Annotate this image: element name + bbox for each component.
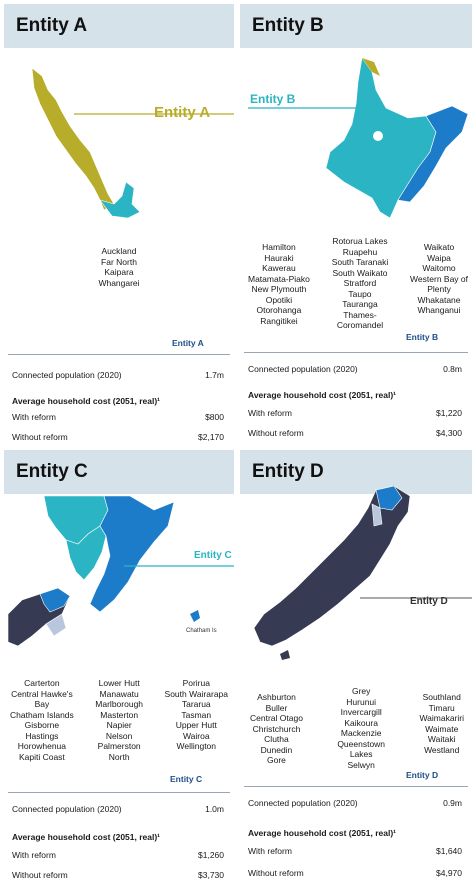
entity-c-council-list <box>10 678 228 762</box>
without-reform-value: $4,970 <box>436 868 462 878</box>
council-name: Tasman <box>181 709 212 720</box>
council-column <box>332 236 389 331</box>
council-name: Lower Hutt <box>98 678 140 688</box>
with-reform-row <box>248 846 462 856</box>
council-name: Whanganui <box>417 305 461 315</box>
council-name: Manawatu <box>99 688 139 699</box>
council-name: Matamata-Piako <box>248 273 310 284</box>
entity-d-title: Entity D <box>240 450 472 494</box>
cost-heading: Average household cost (2051, real)¹ <box>248 390 397 400</box>
council-name: South Waikato <box>332 267 388 278</box>
council-name: Rotorua Lakes <box>332 236 388 246</box>
council-name: Wairoa <box>182 730 210 741</box>
council-name: Southland <box>422 692 461 702</box>
council-name: Porirua <box>182 678 210 688</box>
connected-population-row <box>248 364 462 374</box>
entity-d-council-list <box>250 686 464 770</box>
cost-heading-row <box>248 390 462 400</box>
council-name: Chatham Islands <box>10 709 74 720</box>
cost-heading: Average household cost (2051, real)¹ <box>248 828 397 838</box>
with-reform-row <box>12 412 224 422</box>
council-name: Westland <box>424 744 460 755</box>
council-column <box>419 686 464 770</box>
council-name: Hurunui <box>346 696 377 707</box>
with-reform-label: With reform <box>248 846 292 856</box>
entity-a-map-label: Entity A <box>154 104 211 121</box>
council-name: Kapiti Coast <box>18 751 65 762</box>
council-name: Dunedin <box>260 744 293 755</box>
council-name: South Wairarapa <box>164 688 228 699</box>
divider <box>244 786 468 787</box>
council-column <box>250 686 303 770</box>
council-name: Invercargill <box>340 707 382 717</box>
with-reform-row <box>12 850 224 860</box>
council-name: Western Bay of <box>410 273 468 284</box>
council-column <box>98 246 139 288</box>
council-name: Palmerston <box>97 741 141 751</box>
connected-population-row <box>248 798 462 808</box>
council-name: Taupo <box>348 288 372 299</box>
without-reform-row <box>12 432 224 442</box>
council-name: Otorohanga <box>256 305 302 315</box>
cost-heading-row <box>12 396 224 406</box>
council-name: Upper Hutt <box>175 720 217 730</box>
council-column <box>95 678 143 762</box>
council-name: Whakatane <box>417 294 461 305</box>
council-name: Plenty <box>427 284 451 294</box>
with-reform-row <box>248 408 462 418</box>
entity-b-name-label: Entity B <box>406 332 439 342</box>
with-reform-value: $1,220 <box>436 408 462 418</box>
council-column <box>10 678 74 762</box>
without-reform-value: $4,300 <box>436 428 462 438</box>
council-name: Nelson <box>105 730 133 741</box>
council-name: Horowhenua <box>17 741 66 751</box>
council-name: Waipa <box>427 252 451 263</box>
connected-population-label: Connected population (2020) <box>248 798 358 808</box>
council-name: Ashburton <box>257 692 296 702</box>
entity-b-map <box>240 52 472 232</box>
council-name: Timaru <box>428 702 455 713</box>
with-reform-value: $800 <box>205 412 224 422</box>
without-reform-label: Without reform <box>12 432 68 442</box>
without-reform-row <box>248 428 462 438</box>
chatham-islands-label: Chatham Is <box>186 628 217 634</box>
entity-c-name-label: Entity C <box>170 774 203 784</box>
council-name: Kaipara <box>104 267 134 277</box>
with-reform-value: $1,640 <box>436 846 462 856</box>
entity-b-panel <box>240 4 472 444</box>
council-name: Tararua <box>181 699 211 709</box>
with-reform-label: With reform <box>12 850 56 860</box>
council-column <box>248 236 310 331</box>
council-name: Buller <box>265 702 288 713</box>
council-name: Marlborough <box>95 699 144 709</box>
entity-d-name-label: Entity D <box>406 770 439 780</box>
connected-population-label: Connected population (2020) <box>12 370 122 380</box>
council-name: Carterton <box>24 678 60 688</box>
connected-population-value: 1.0m <box>205 804 224 814</box>
council-name: South Taranaki <box>331 257 389 267</box>
connected-population-value: 0.8m <box>443 364 462 374</box>
council-name: Central Hawke's <box>11 688 73 699</box>
entity-a-council-list <box>64 246 174 288</box>
council-name: Lakes <box>349 749 373 759</box>
council-name: New Plymouth <box>251 284 307 294</box>
council-name: Gore <box>267 755 286 765</box>
entity-c-map <box>4 496 234 676</box>
council-name: Coromandel <box>336 320 384 330</box>
council-name: North <box>108 751 130 762</box>
council-name: Christchurch <box>252 723 301 734</box>
council-name: Thames- <box>343 309 377 320</box>
entity-a-name-label: Entity A <box>172 338 204 348</box>
council-name: Waikato <box>423 242 455 252</box>
council-name: Queenstown <box>337 738 386 749</box>
council-name: Auckland <box>101 246 137 256</box>
entity-c-panel <box>4 450 234 886</box>
connected-population-row <box>12 370 224 380</box>
council-name: Gisborne <box>24 720 60 730</box>
council-name: Ruapehu <box>342 246 378 257</box>
council-name: Napier <box>106 720 132 730</box>
without-reform-label: Without reform <box>12 870 68 880</box>
council-column <box>337 686 385 770</box>
council-name: Central Otago <box>250 713 303 723</box>
cost-heading-row <box>248 828 462 838</box>
entity-b-title: Entity B <box>240 4 472 48</box>
connected-population-value: 0.9m <box>443 798 462 808</box>
council-column <box>165 678 228 762</box>
without-reform-value: $3,730 <box>198 870 224 880</box>
council-name: Waimakariri <box>419 713 464 723</box>
divider <box>244 352 468 353</box>
entity-d-map <box>240 486 472 686</box>
council-name: Hastings <box>25 730 59 741</box>
divider <box>8 354 230 355</box>
entity-b-council-list <box>248 236 468 331</box>
council-name: Wellington <box>176 741 217 751</box>
council-name: Kaikoura <box>344 717 378 728</box>
entity-a-panel <box>4 4 234 444</box>
council-name: Hauraki <box>264 252 294 263</box>
entity-b-map-label: Entity B <box>250 92 296 106</box>
cost-heading: Average household cost (2051, real)¹ <box>12 396 161 406</box>
council-name: Mackenzie <box>340 728 382 738</box>
council-name: Waitaki <box>427 734 456 744</box>
connected-population-label: Connected population (2020) <box>248 364 358 374</box>
connected-population-label: Connected population (2020) <box>12 804 122 814</box>
connected-population-row <box>12 804 224 814</box>
council-name: Opotiki <box>265 294 293 305</box>
council-name: Far North <box>101 256 137 267</box>
without-reform-value: $2,170 <box>198 432 224 442</box>
council-name: Bay <box>34 699 50 709</box>
with-reform-label: With reform <box>12 412 56 422</box>
entity-c-map-label: Entity C <box>194 550 232 561</box>
without-reform-row <box>12 870 224 880</box>
council-name: Tauranga <box>342 299 378 309</box>
council-name: Selwyn <box>347 759 375 770</box>
with-reform-label: With reform <box>248 408 292 418</box>
entity-d-panel <box>240 450 472 886</box>
entity-a-map <box>4 54 234 234</box>
with-reform-value: $1,260 <box>198 850 224 860</box>
council-name: Masterton <box>100 709 139 720</box>
council-name: Waimate <box>425 723 459 734</box>
council-name: Hamilton <box>262 242 296 252</box>
without-reform-row <box>248 868 462 878</box>
council-name: Waitomo <box>422 263 456 273</box>
without-reform-label: Without reform <box>248 868 304 878</box>
cost-heading: Average household cost (2051, real)¹ <box>12 832 161 842</box>
entity-c-title: Entity C <box>4 450 234 494</box>
council-name: Stratford <box>343 278 377 288</box>
council-name: Rangitikei <box>260 315 298 326</box>
without-reform-label: Without reform <box>248 428 304 438</box>
divider <box>8 792 230 793</box>
entity-d-map-label: Entity D <box>410 596 448 607</box>
cost-heading-row <box>12 832 224 842</box>
council-name: Kawerau <box>262 263 296 273</box>
council-name: Whangarei <box>98 277 140 288</box>
council-column <box>410 236 468 331</box>
council-name: Clutha <box>264 734 289 744</box>
entity-a-title: Entity A <box>4 4 234 48</box>
council-name: Grey <box>351 686 371 696</box>
connected-population-value: 1.7m <box>205 370 224 380</box>
